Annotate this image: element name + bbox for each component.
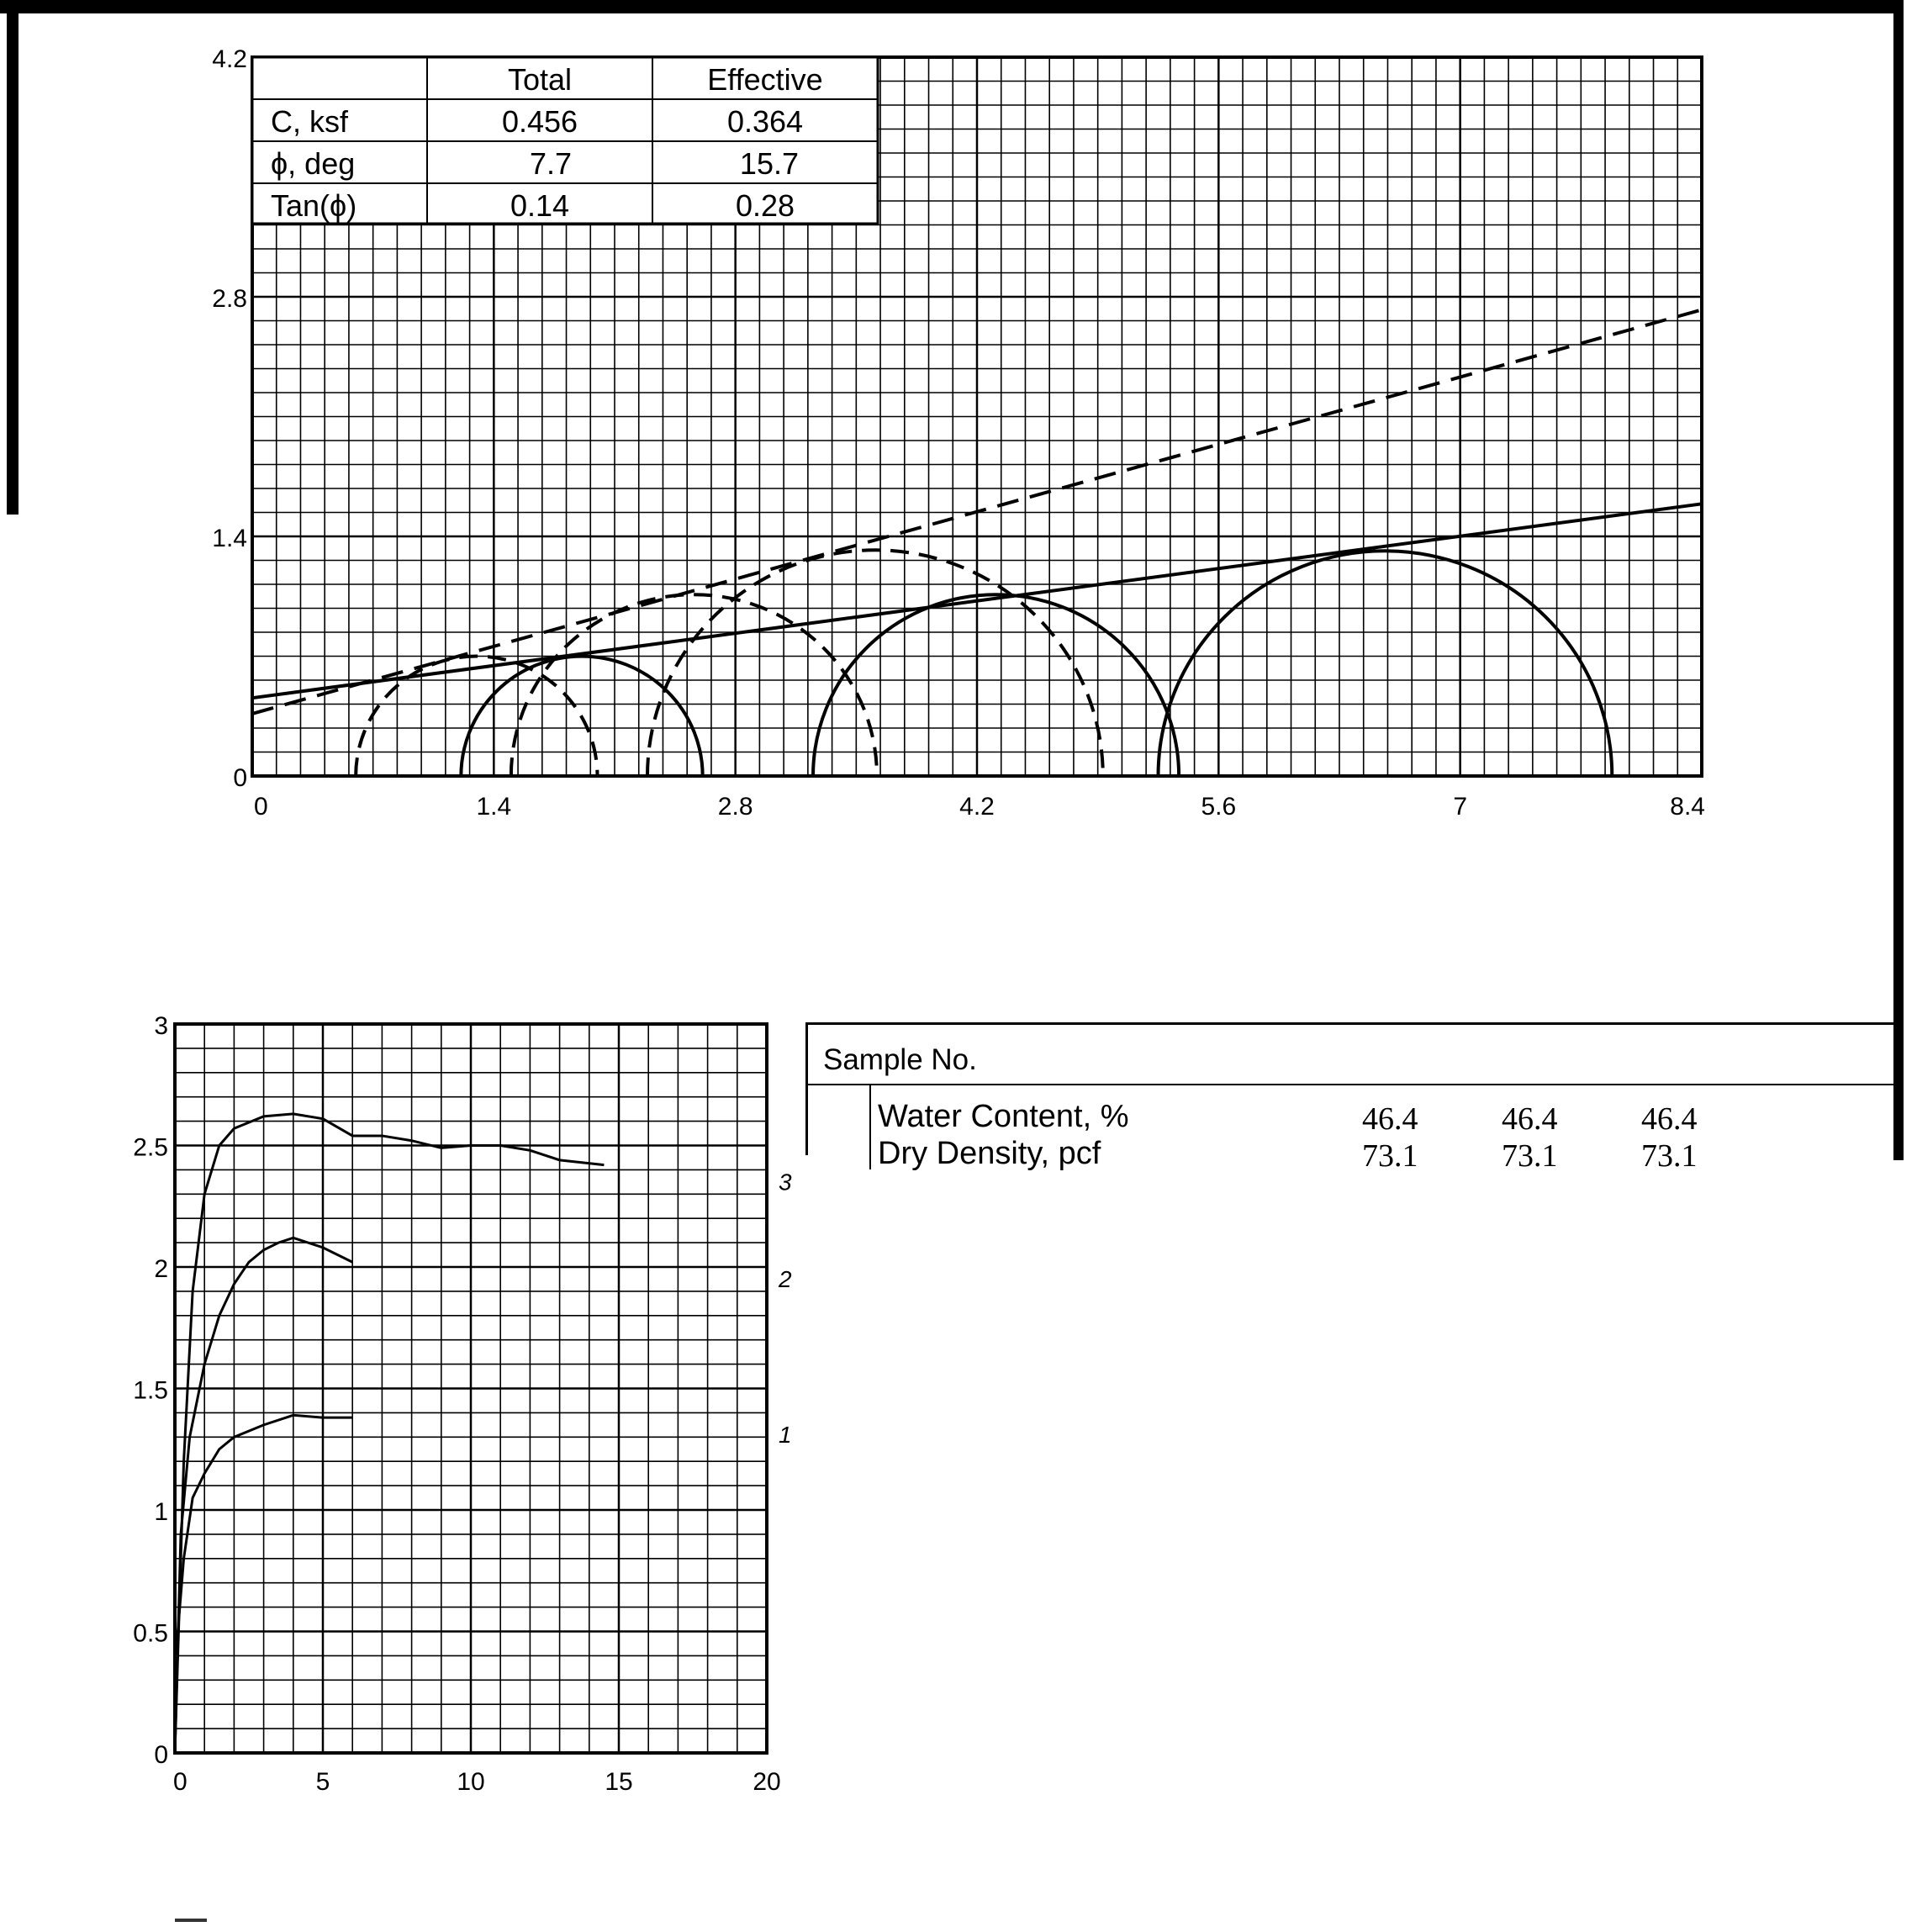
strain-series-labels	[778, 1169, 792, 1449]
series-label: 1	[779, 1422, 792, 1449]
total-mohr-circle	[813, 594, 1179, 776]
sample-row-label: Water Content, %	[878, 1099, 1129, 1134]
x-tick-label: 0	[254, 793, 268, 821]
strain-curves	[175, 1114, 604, 1753]
summary-total-tan: 0.14	[510, 188, 570, 223]
y-tick-label: 1.4	[212, 525, 247, 552]
sample-table-header	[808, 1025, 1904, 1085]
sample-data-table	[805, 1022, 1904, 1174]
sample-row-dry-density	[869, 1136, 1878, 1178]
series-label: 3	[779, 1169, 792, 1196]
sample-value: 73.1	[1641, 1138, 1698, 1174]
y-tick-label: 1	[154, 1498, 168, 1526]
summary-total-phi: 7.7	[529, 146, 572, 181]
x-tick-label: 0	[173, 1768, 187, 1796]
summary-effective-phi: 15.7	[739, 146, 799, 181]
summary-effective-c: 0.364	[726, 104, 804, 139]
sample-value: 73.1	[1502, 1138, 1558, 1174]
y-tick-label: 1.5	[133, 1376, 168, 1405]
x-tick-label: 4.2	[959, 793, 995, 821]
x-tick-label: 20	[753, 1768, 781, 1796]
summary-header-effective: Effective	[707, 62, 823, 97]
y-tick-label: 2.5	[133, 1133, 168, 1162]
summary-effective-tan: 0.28	[735, 188, 795, 223]
series-label: 2	[779, 1266, 792, 1293]
sample-row-water-content	[869, 1099, 1878, 1141]
y-tick-label: 0.5	[133, 1619, 168, 1648]
mohr-circle-chart	[0, 0, 1917, 841]
summary-header-total: Total	[507, 62, 573, 97]
y-tick-label: 2	[154, 1255, 168, 1283]
stress-strain-chart	[0, 1009, 841, 1796]
sample-row-label: Dry Density, pcf	[878, 1136, 1101, 1171]
summary-row-label-c: C, ksf	[271, 104, 349, 139]
y-tick-label: 0	[154, 1741, 168, 1769]
sample-value: 73.1	[1362, 1138, 1418, 1174]
x-tick-label: 5.6	[1201, 793, 1237, 821]
x-tick-label: 15	[605, 1768, 633, 1796]
y-tick-label: 3	[154, 1012, 168, 1040]
summary-total-c: 0.456	[501, 104, 578, 139]
sample-no-label: Sample No.	[823, 1043, 977, 1076]
summary-row-label-tan: Tan(ϕ)	[271, 188, 357, 223]
sample-value: 46.4	[1362, 1101, 1418, 1137]
x-tick-label: 1.4	[476, 793, 512, 821]
mohr-summary-table	[252, 57, 878, 224]
y-tick-label: 0	[233, 764, 247, 792]
stress-strain-curve-3	[175, 1114, 604, 1753]
strain-grid	[175, 1024, 767, 1753]
x-tick-label: 8.4	[1670, 793, 1705, 821]
x-tick-label: 5	[315, 1768, 330, 1796]
y-tick-label: 2.8	[212, 285, 247, 313]
sample-value: 46.4	[1641, 1101, 1698, 1137]
x-tick-label: 2.8	[717, 793, 753, 821]
x-tick-label: 7	[1453, 793, 1468, 821]
strain-tick-labels	[133, 1012, 780, 1796]
y-tick-label: 4.2	[212, 45, 247, 73]
summary-row-label-phi: ϕ, deg	[271, 146, 356, 181]
x-tick-label: 10	[457, 1768, 485, 1796]
scan-mark	[175, 1919, 207, 1922]
sample-value: 46.4	[1502, 1101, 1558, 1137]
